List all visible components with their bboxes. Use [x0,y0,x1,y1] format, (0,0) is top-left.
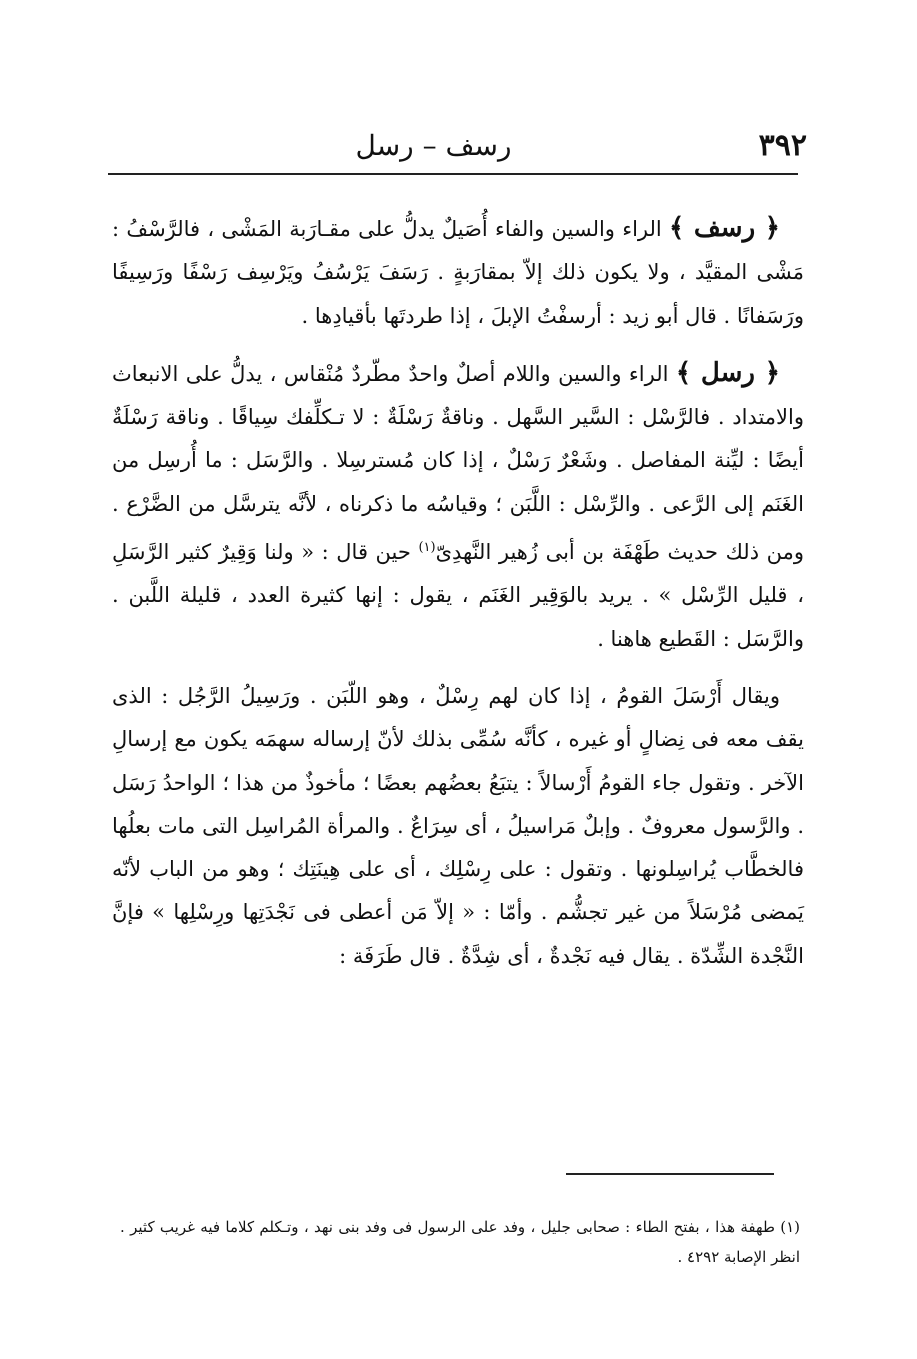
headword: ﴿ رسف ﴾ [669,213,780,243]
body-text [112,207,804,978]
entry-text-continued: حين قال : « ولنا وَقِيرٌ كثير الرَّسَلِ ، قليل الرِّسْل » . يريد بالوَقِير الغَنَم ، يقول : إنها كثيرة العدد ، قليلة اللَّبن . والرَّسَل : القَطيع هاهنا . [112,540,804,651]
page-number: ٣٩٢ [758,128,807,163]
header-rule [108,173,798,175]
page-header [100,126,807,166]
entry-paragraph [112,352,804,661]
entry-text: الراء والسين والفاء أُصَيلٌ يدلُّ على مقـارَبة المَشْى ، فالرَّسْفُ : مَشْى المقيَّد ، ولا يكون ذلك إلاّ بمقارَبةٍ . رَسَفَ يَرْسُفُ ويَرْسِف رَسْفًا ورَسِيفًا ورَسَفانًا . قال أبو زيد : أرسفْتُ الإبلَ ، إذا طردتَها بأقيادِها . [112,217,804,328]
footnote: (١) طهفة هذا ، بفتح الطاء : صحابى جليل ، وفد على الرسول فى وفد بنى نهد ، وتـكلم كلاما فيه غريب كثير . انظر الإصابة ٤٢٩٢ . [120,1218,800,1266]
paragraph: ويقال أَرْسَلَ القومُ ، إذا كان لهم رِسْلٌ ، وهو اللّبَن . ورَسِيلُ الرَّجُل : الذى يقف معه فى نِضالٍ أو غيره ، كأنَّه سُمِّى بذلك لأنّ إرساله سهمَه يكون مع إرسالِ الآخر . وتقول جاء القومُ أَرْسالاً : يتبَعُ بعضُهم بعضًا ؛ مأخوذٌ من هذا ؛ الواحدُ رَسَل . والرَّسول معروفٌ . وإبلٌ مَراسيلُ ، أى سِرَاعٌ . والمرأة المُراسِل التى مات بعلُها فالخطَّاب يُراسِلونها . وتقول : على رِسْلِك ، أى على هِينَتِك ؛ وهو من الباب لأنّه يَمضى مُرْسَلاً من غير تجشُّم . وأمّا : « إلاّ مَن أعطى فى نَجْدَتِها ورِسْلِها » فإنَّ النَّجْدة الشِّدّة . يقال فيه نَجْدةٌ ، أى شِدَّةٌ . قال طَرَفَة : [112,683,804,968]
footnote-mark: (١) [418,540,436,556]
entry-text: الراء والسين واللام أصلٌ واحدٌ مطّردٌ مُنْقاس ، يدلُّ على الانبعاث والامتداد . فالرَّسْل : السَّير السَّهل . وناقةٌ رَسْلَةٌ : لا تـكلِّفك سِياقًا . وناقة رَسْلَةٌ أيضًا : ليِّنة المفاصل . وشَعْرٌ رَسْلٌ ، إذا كان مُسترسِلا . والرَّسَل : ما أُرسِل من الغَنَم إلى الرَّعى . والرِّسْل : اللَّبَن ؛ وقياسُه ما ذكرناه ، لأنَّه يترسَّل من الضَّرْع . ومن ذلك حديث طَهْفَة بن أبى زُهير النَّهدِىّ [112,361,804,565]
footnote-rule [566,1173,774,1175]
entry-rasaf [112,207,804,338]
headword: ﴿ رسل ﴾ [675,357,780,388]
running-head: رسف – رسل [355,129,512,162]
entry-rasal [112,352,804,661]
entry-paragraph [112,207,804,338]
